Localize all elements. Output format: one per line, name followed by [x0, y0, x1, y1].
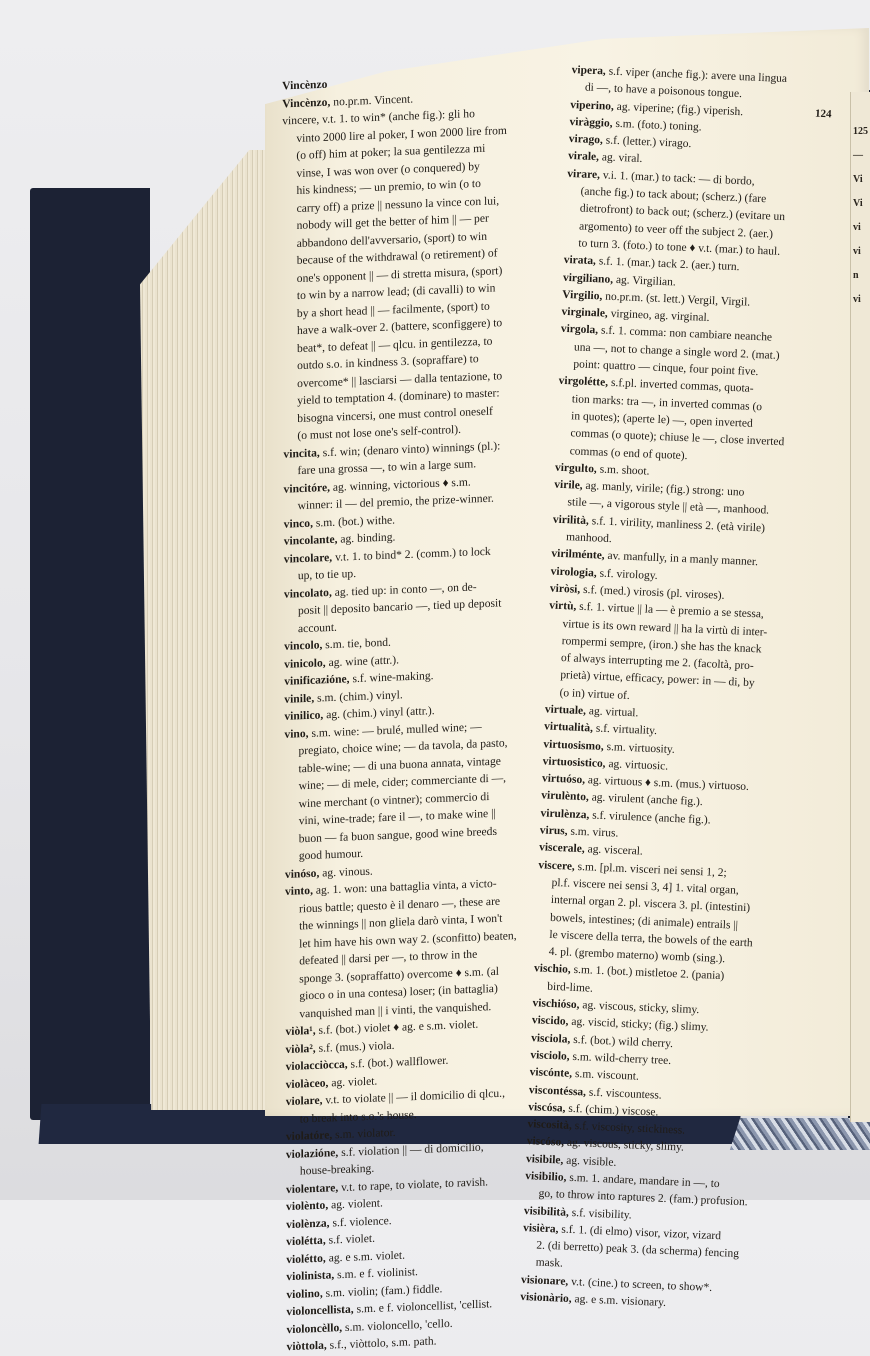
entry-continuation: nobody will get the better of him || — per — [296, 211, 489, 233]
entry-headline: viscerale, ag. visceral. — [538, 841, 644, 859]
entry-continuation: account. — [297, 620, 337, 635]
entry-headline: visibile, ag. visible. — [525, 1152, 617, 1169]
facing-page-fragment: n — [853, 270, 859, 281]
entry-headline: vinóso, ag. vinous. — [284, 864, 373, 881]
entry-headline: viscónte, s.m. viscount. — [529, 1066, 640, 1083]
entry-continuation: one's opponent || — di stretta misura, (sport) — [296, 263, 503, 285]
entry-headline: vinicolo, ag. wine (attr.). — [284, 652, 400, 671]
entry-continuation: vinto 2000 lire al poker, I won 2000 lire from — [296, 123, 507, 145]
entry-continuation: of always interrupting me 2. (facoltà, pro- — [560, 652, 754, 673]
entry-continuation: commas (o end of quote). — [569, 444, 688, 462]
entry-headline: virtuosismo, s.m. virtuosity. — [543, 737, 676, 756]
entry-continuation: let him have his own way 2. (sconfitto) beaten, — [299, 928, 517, 950]
entry-continuation: good humour. — [298, 846, 364, 863]
entry-continuation: outdo s.o. in kindness 3. (sopraffare) to — [297, 352, 479, 373]
entry-continuation: pregiato, choice wine; — da tavola, da pasto, — [298, 736, 508, 758]
entry-continuation: abbandono dell'avversario, (sport) to win — [296, 229, 487, 250]
entry-continuation: stile —, a vigorous style || età —, manhood. — [567, 496, 770, 518]
entry-continuation: internal organ 2. pl. viscera 3. pl. (intestini) — [550, 894, 751, 915]
entry-continuation: go, to throw into raptures 2. (fam.) profusion. — [538, 1187, 748, 1209]
entry-headline: viscontéssa, s.f. viscountess. — [528, 1083, 662, 1102]
entry-headline: viscóso, ag. viscous, sticky, slimy. — [526, 1135, 685, 1155]
entry-headline: violoncèllo, s.m. violoncello, 'cello. — [286, 1316, 453, 1336]
entry-headline: vincita, s.f. win; (denaro vinto) winnings (pl.): — [283, 438, 501, 461]
entry-continuation: le viscere della terra, the bowels of the earth — [549, 928, 753, 950]
entry-headline: violàceo, ag. violet. — [285, 1074, 378, 1091]
entry-continuation: rious battle; questo è il denaro —, these are — [298, 894, 501, 915]
entry-headline: vincolato, ag. tied up: in conto —, on de- — [283, 579, 477, 601]
entry-continuation: (o in) virtue of. — [559, 686, 631, 702]
entry-headline: virtuosistico, ag. virtuosic. — [542, 755, 669, 773]
entry-continuation: mask. — [535, 1257, 564, 1271]
entry-headline: vinto, ag. 1. won: una battaglia vinta, a victo- — [284, 876, 497, 898]
entry-continuation: bird-lime. — [547, 980, 594, 995]
entry-continuation: vincere, v.t. 1. to win* (anche fig.): gli ho — [282, 107, 475, 128]
entry-headline: viòla¹, s.f. (bot.) violet ♦ ag. e s.m. violet. — [285, 1017, 479, 1039]
entry-continuation: 2. (di berretto) peak 3. (da scherma) fencing — [536, 1239, 740, 1261]
entry-headline: virtualità, s.f. virtuality. — [543, 720, 658, 738]
entry-headline: vipera, s.f. viper (anche fig.): avere una lingua — [571, 63, 788, 86]
entry-headline: viscosità, s.f. viscosity, stickiness. — [527, 1118, 686, 1137]
entry-continuation: house-breaking. — [299, 1161, 375, 1178]
entry-continuation: to break into s.o.'s house. — [299, 1107, 417, 1126]
entry-headline: virile, ag. manly, virile; (fig.) strong: uno — [554, 478, 745, 499]
entry-continuation: overcome* || lasciarsi — dalla tentazione, to — [297, 368, 503, 390]
entry-continuation: buon — fa buon sangue, good wine breeds — [298, 824, 497, 845]
entry-continuation: sponge 3. (sopraffatto) overcome ♦ s.m. (al — [299, 964, 499, 985]
entry-continuation: rompermi sempre, (iron.) she has the knack — [561, 634, 762, 656]
entry-continuation: prietà) virtue, efficacy, power: in — di, by — [560, 669, 755, 690]
entry-headline: violentare, v.t. to rape, to violate, to ravish. — [285, 1174, 489, 1196]
entry-headline: virale, ag. viral. — [567, 150, 643, 166]
entry-headline: viòttola, s.f., viòttolo, s.m. path. — [286, 1334, 437, 1354]
entry-continuation: defeated || darsi per —, to throw in the — [299, 947, 478, 968]
entry-continuation: bowels, intestines; (di animale) entrails || — [549, 911, 739, 932]
entry-headline: virginale, virgineo, ag. virginal. — [561, 305, 710, 325]
entry-continuation: to turn 3. (foto.) to tone ♦ v.t. (mar.) to haul. — [578, 237, 781, 258]
entry-continuation: the winnings || non gliela darò vinta, I won't — [299, 911, 503, 933]
entry-headline: vinilico, ag. (chim.) vinyl (attr.). — [284, 704, 435, 723]
entry-headline: vincolare, v.t. 1. to bind* 2. (comm.) to lock — [283, 544, 491, 566]
entry-headline: viscósa, s.f. (chim.) viscose. — [527, 1100, 659, 1119]
entry-headline: vinile, s.m. (chim.) vinyl. — [284, 687, 403, 706]
entry-continuation: gioco o in una contesa) loser; (in battaglia) — [299, 981, 498, 1003]
entry-continuation: table-wine; — di una buona annata, vintage — [298, 754, 501, 775]
entry-headline: virare, v.i. 1. (mar.) to tack: — di bordo, — [567, 167, 755, 188]
entry-headline: violino, s.m. violin; (fam.) fiddle. — [286, 1281, 443, 1301]
entry-headline: vino, s.m. wine: — brulé, mulled wine; — — [284, 719, 482, 741]
entry-headline: virus, s.m. virus. — [539, 824, 619, 840]
entry-continuation: his kindness; — un premio, to win (o to — [296, 176, 481, 198]
entry-headline: virologia, s.f. virology. — [550, 565, 658, 582]
entry-headline: vincitóre, ag. winning, victorious ♦ s.m. — [283, 475, 471, 496]
entry-headline: violétto, ag. e s.m. violet. — [286, 1248, 405, 1266]
facing-page-fragment: 125 — [853, 126, 868, 137]
entry-headline: violacciòcca, s.f. (bot.) wallflower. — [285, 1053, 449, 1074]
entry-headline: virgola, s.f. 1. comma: non cambiare neanche — [560, 323, 773, 345]
entry-continuation: wine; — di mele, cider; commerciante di —, — [298, 771, 507, 793]
facing-page-text — [853, 120, 868, 312]
entry-headline: viperino, ag. viperine; (fig.) viperish. — [569, 98, 744, 118]
page-number: 124 — [814, 107, 832, 121]
entry-continuation: una —, not to change a single word 2. (mat.) — [573, 341, 780, 362]
entry-headline: viràggio, s.m. (foto.) toning. — [569, 115, 702, 134]
entry-headline: virgolétte, s.f.pl. inverted commas, quota- — [558, 375, 754, 396]
entry-headline: viscido, ag. viscid, sticky; (fig.) slimy. — [531, 1014, 709, 1034]
entry-headline: vischio, s.m. 1. (bot.) mistletoe 2. (pania) — [533, 962, 725, 983]
entry-headline: visionàrio, ag. e s.m. visionary. — [519, 1290, 667, 1310]
entry-headline: viscere, s.m. [pl.m. visceri nei sensi 1, 2; — [538, 858, 727, 879]
entry-continuation: (o must not lose one's self-control). — [297, 422, 461, 443]
entry-continuation: bisogna vincersi, one must control oneself — [297, 404, 493, 425]
page-edges — [140, 150, 280, 1110]
facing-page-fragment: vi — [853, 222, 861, 233]
entry-headline: virulènto, ag. virulent (anche fig.). — [540, 789, 703, 809]
entry-continuation: by a short head || — facilmente, (sport) to — [296, 299, 490, 320]
entry-headline: vinco, s.m. (bot.) withe. — [283, 512, 396, 531]
facing-page-fragment: vi — [853, 294, 861, 305]
entry-headline: virilménte, av. manfully, in a manly manner. — [551, 547, 759, 569]
entry-continuation: winner: il — del premio, the prize-winner. — [297, 491, 494, 513]
entry-headline: virulènza, s.f. virulence (anche fig.). — [540, 807, 711, 827]
entry-continuation: (o off) him at poker; la sua gentilezza mi — [296, 141, 486, 162]
entry-headline: Vincènzo, no.pr.m. Vincent. — [282, 91, 414, 110]
entry-headline: violatóre, s.m. violator. — [285, 1125, 396, 1144]
entry-continuation: beat*, to defeat || — qlcu. in gentilezza, to — [297, 334, 493, 355]
entry-continuation: to win by a narrow lead; (di cavalli) to win — [296, 281, 496, 303]
entry-headline: vischióso, ag. viscous, sticky, slimy. — [532, 997, 700, 1017]
entry-continuation: up, to tie up. — [297, 566, 357, 583]
entry-continuation: fare una grossa —, to win a large sum. — [297, 457, 477, 478]
entry-headline: visciola, s.f. (bot.) wild cherry. — [530, 1031, 674, 1050]
entry-continuation: vanquished man || i vinti, the vanquished. — [299, 999, 492, 1021]
entry-continuation: pl.f. viscere nei sensi 3, 4] 1. vital organ, — [551, 876, 739, 897]
right-column — [520, 62, 842, 1318]
entry-headline: violinista, s.m. e f. violinist. — [286, 1265, 418, 1284]
entry-continuation: vini, wine-trade; fare il —, to make wine || — [298, 806, 496, 828]
entry-headline: virtuale, ag. virtual. — [544, 703, 639, 720]
entry-headline: virtuóso, ag. virtuous ♦ s.m. (mus.) virtuoso. — [541, 772, 750, 794]
entry-continuation: di —, to have a poisonous tongue. — [584, 81, 743, 101]
entry-headline: virgiliano, ag. Virgilian. — [562, 271, 677, 289]
entry-headline: virtù, s.f. 1. virtue || la — è premio a se stessa, — [548, 599, 765, 621]
entry-headline: virago, s.f. (letter.) virago. — [568, 133, 692, 151]
entry-headline: vinificazióne, s.f. wine-making. — [284, 669, 434, 688]
entry-continuation: tion marks: tra —, in inverted commas (o — [571, 392, 763, 413]
facing-page-fragment: — — [853, 150, 863, 161]
entry-continuation: yield to temptation 4. (dominare) to master: — [297, 386, 500, 408]
entry-headline: violare, v.t. to violate || — il domicilio di qlcu., — [285, 1086, 505, 1109]
entry-continuation: wine merchant (o vintner); commercio di — [298, 789, 490, 810]
entry-headline: violazióne, s.f. violation || — di domicilio, — [285, 1140, 484, 1161]
entry-continuation: virtue is its own reward || ha la virtù di inter- — [562, 617, 768, 639]
facing-page-fragment: vi — [853, 246, 861, 257]
entry-continuation: posit || deposito bancario —, tied up deposit — [297, 596, 502, 618]
entry-headline: virgulto, s.m. shoot. — [554, 461, 650, 478]
entry-headline: violènza, s.f. violence. — [286, 1213, 392, 1231]
entry-continuation: manhood. — [565, 531, 612, 546]
entry-continuation: argomento) to veer off the subject 2. (aer.) — [578, 220, 774, 241]
entry-headline: Vincènzo — [282, 77, 328, 93]
entry-headline: vincolo, s.m. tie, bond. — [284, 635, 391, 653]
entry-continuation: in quotes); (aperte le) —, open inverted — [570, 410, 753, 430]
entry-headline: visièra, s.f. 1. (di elmo) visor, vizor, vizard — [522, 1221, 722, 1243]
entry-headline: visibilio, s.m. 1. andare, mandare in —, to — [525, 1170, 720, 1191]
entry-headline: visibilità, s.f. visibility. — [523, 1204, 632, 1222]
entry-headline: violoncellista, s.m. e f. violoncellist, 'cellist. — [286, 1297, 493, 1319]
entry-headline: violétta, s.f. violet. — [286, 1231, 376, 1249]
entry-headline: virata, s.f. 1. (mar.) tack 2. (aer.) turn. — [563, 254, 740, 274]
facing-page-fragment: Vi — [853, 198, 863, 209]
book-back-cover — [30, 188, 150, 1120]
facing-page-fragment: Vi — [853, 174, 863, 185]
entry-headline: viòla², s.f. (mus.) viola. — [285, 1038, 395, 1056]
entry-headline: Virgilio, no.pr.m. (st. lett.) Vergil, Virgil. — [561, 288, 751, 309]
entry-continuation: have a walk-over 2. (battere, sconfiggere) to — [296, 316, 503, 338]
entry-continuation: carry off) a prize || nessuno la vince con lui, — [296, 193, 500, 215]
entry-continuation: commas (o quote); chiuse le —, close inverted — [570, 427, 785, 449]
entry-continuation: dietrofront) to back out; (scherz.) (evitare un — [579, 202, 786, 224]
entry-continuation: (anche fig.) to tack about; (scherz.) (fare — [580, 185, 767, 206]
entry-continuation: point: quattro — cinque, four point five. — [573, 358, 759, 379]
entry-continuation: vinse, I was won over (o conquered) by — [296, 159, 480, 180]
entry-headline: visionare, v.t. (cine.) to screen, to show*. — [520, 1273, 713, 1294]
entry-headline: violènto, ag. violent. — [286, 1196, 383, 1214]
entry-continuation: 4. pl. (grembo materno) womb (sing.). — [548, 945, 726, 966]
entry-continuation: because of the withdrawal (o retirement) of — [296, 246, 498, 268]
entry-headline: visciolo, s.m. wild-cherry tree. — [530, 1049, 672, 1067]
entry-headline: virilità, s.f. 1. virility, manliness 2. (età virile) — [552, 513, 766, 535]
entry-headline: viròsi, s.f. (med.) virosis (pl. viroses). — [549, 582, 725, 602]
entry-headline: vincolante, ag. binding. — [283, 530, 396, 548]
